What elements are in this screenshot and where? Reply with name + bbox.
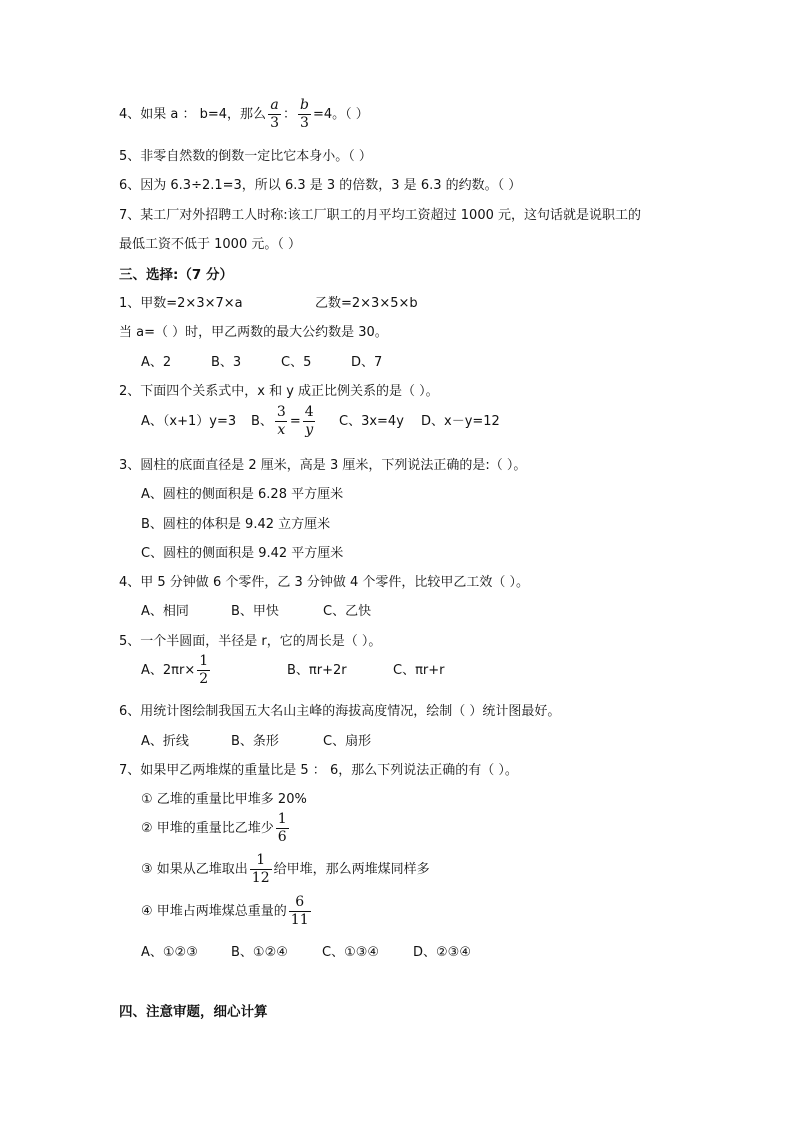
choice-q2-option-c: C、3x=4y <box>339 414 404 429</box>
fraction-3-over-x: $\frac{3}{x}$ <box>276 404 286 438</box>
judge-q7-line2: 最低工资不低于 1000 元。（ ） <box>119 237 301 252</box>
choice-q5-stem: 5、一个半圆面，半径是 r，它的周长是（ ）。 <box>119 634 382 649</box>
choice-q5-option-c: C、πr+r <box>393 663 445 678</box>
choice-q2-stem: 2、下面四个关系式中，x 和 y 成正比例关系的是（ ）。 <box>119 384 439 399</box>
choice-q3-stem: 3、圆柱的底面直径是 2 厘米，高是 3 厘米，下列说法正确的是:（ ）。 <box>119 458 527 473</box>
choice-q6-option-c: C、扇形 <box>323 734 372 749</box>
choice-q1-options <box>141 354 382 372</box>
choice-q7-statement-1: ① 乙堆的重量比甲堆多 20% <box>141 792 307 807</box>
choice-q6-stem: 6、用统计图绘制我国五大名山主峰的海拔高度情况，绘制（ ）统计图最好。 <box>119 704 561 719</box>
choice-q2-option-d: D、x－y=12 <box>421 414 500 429</box>
choice-q6-option-a: A、折线 <box>141 734 189 749</box>
judge-q7-line1: 7、某工厂对外招聘工人时称:该工厂职工的月平均工资超过 1000 元，这句话就是说职工的 <box>119 208 642 223</box>
choice-q4-option-b: B、甲快 <box>231 604 279 619</box>
choice-q7-statement-4: ④ 甲堆占两堆煤总重量的 $\frac{6}{11}$ <box>141 894 309 928</box>
fraction-4-over-y: $\frac{4}{y}$ <box>304 404 314 438</box>
fraction-b-over-3: $\frac{b}{3}$ <box>300 97 309 131</box>
choice-q2-option-a: A、（x+1）y=3 <box>141 414 237 429</box>
fraction-1-over-12: $\frac{1}{12}$ <box>251 852 270 886</box>
choice-q3-option-c: C、圆柱的侧面积是 9.42 平方厘米 <box>141 546 344 561</box>
choice-q3-option-a: A、圆柱的侧面积是 6.28 平方厘米 <box>141 487 344 502</box>
choice-q1-option-d: D、7 <box>351 355 383 370</box>
choice-q4-option-a: A、相同 <box>141 604 189 619</box>
choice-q6-option-b: B、条形 <box>231 734 279 749</box>
choice-q4-stem: 4、甲 5 分钟做 6 个零件，乙 3 分钟做 4 个零件，比较甲乙工效（ ）。 <box>119 575 530 590</box>
choice-q1-line2: 当 a=（ ）时，甲乙两数的最大公约数是 30。 <box>119 325 388 340</box>
section-heading-choice: 三、选择:（7 分） <box>119 267 233 283</box>
choice-q7-option-c: C、①③④ <box>322 945 380 960</box>
choice-q3-option-b: B、圆柱的体积是 9.42 立方厘米 <box>141 517 331 532</box>
judge-q4-post: =4。（ ） <box>312 107 369 122</box>
choice-q7-stem: 7、如果甲乙两堆煤的重量比是 5 ： 6，那么下列说法正确的有（ ）。 <box>119 763 518 778</box>
fraction-1-over-6: $\frac{1}{6}$ <box>277 811 287 845</box>
judge-q4: 4、如果 a ： b=4，那么 $\frac{a}{3}$ ： $\frac{b}{3}$ =4。（ ） <box>119 97 369 131</box>
choice-q1-yi: 乙数=2×3×5×b <box>315 296 418 311</box>
choice-q7-option-d: D、②③④ <box>413 945 471 960</box>
choice-q1-jia: 1、甲数=2×3×7×a <box>119 296 243 311</box>
choice-q5-option-b: B、πr+2r <box>287 663 347 678</box>
choice-q1-line1 <box>119 295 418 313</box>
judge-q4-pre: 4、如果 a ： b=4，那么 <box>119 107 267 122</box>
choice-q7-statement-3: ③ 如果从乙堆取出 $\frac{1}{12}$ 给甲堆，那么两堆煤同样多 <box>141 852 430 886</box>
fraction-6-over-11: $\frac{6}{11}$ <box>290 894 309 928</box>
choice-q7-statement-2: ② 甲堆的重量比乙堆少 $\frac{1}{6}$ <box>141 811 287 845</box>
choice-q6-options <box>141 733 371 751</box>
choice-q1-option-b: B、3 <box>211 355 242 370</box>
choice-q4-option-c: C、乙快 <box>323 604 372 619</box>
choice-q5-options <box>141 653 445 688</box>
section-heading-calc: 四、注意审题，细心计算 <box>119 1004 268 1020</box>
choice-q5-option-a: A、2πr× $\frac{1}{2}$ <box>141 653 209 687</box>
choice-q1-option-c: C、5 <box>281 355 312 370</box>
fraction-a-over-3: $\frac{a}{3}$ <box>270 97 279 131</box>
choice-q1-option-a: A、2 <box>141 355 172 370</box>
fraction-1-over-2: $\frac{1}{2}$ <box>199 653 209 687</box>
choice-q4-options <box>141 603 371 621</box>
judge-q6: 6、因为 6.3÷2.1=3，所以 6.3 是 3 的倍数，3 是 6.3 的约数。（ ） <box>119 178 522 193</box>
choice-q7-option-a: A、①②③ <box>141 945 198 960</box>
choice-q7-option-b: B、①②④ <box>231 945 288 960</box>
judge-q5: 5、非零自然数的倒数一定比它本身小。（ ） <box>119 149 372 164</box>
choice-q2-options <box>141 404 500 439</box>
choice-q7-options <box>141 944 471 962</box>
choice-q2-option-b: B、 $\frac{3}{x}$ = $\frac{4}{y}$ <box>251 404 314 438</box>
